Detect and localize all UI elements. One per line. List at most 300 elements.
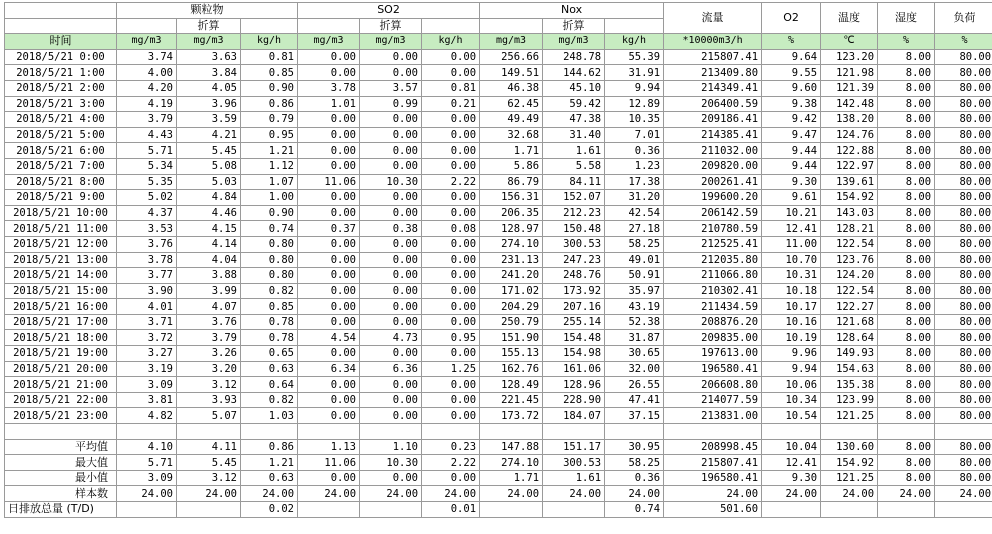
stats-label: 最小值: [5, 470, 117, 486]
stats-value: 274.10: [480, 455, 543, 471]
stats-value: 24.00: [422, 486, 480, 502]
value-cell: 1.61: [543, 143, 605, 159]
value-cell: 5.58: [543, 158, 605, 174]
stats-value: 3.09: [117, 470, 177, 486]
value-cell: 9.60: [762, 80, 821, 96]
value-cell: 128.96: [543, 377, 605, 393]
value-cell: 3.57: [360, 80, 422, 96]
value-cell: 9.47: [762, 127, 821, 143]
value-cell: 248.78: [543, 49, 605, 65]
time-cell: 2018/5/21 16:00: [5, 299, 117, 315]
value-cell: 4.19: [117, 96, 177, 112]
stats-value: 24.00: [117, 486, 177, 502]
value-cell: 5.45: [177, 143, 241, 159]
value-cell: 211066.80: [664, 268, 762, 284]
time-cell: 2018/5/21 9:00: [5, 190, 117, 206]
value-cell: 0.00: [422, 65, 480, 81]
value-cell: 0.00: [422, 299, 480, 315]
value-cell: 1.12: [241, 158, 298, 174]
value-cell: 221.45: [480, 392, 543, 408]
value-cell: 8.00: [878, 346, 935, 362]
table-row: [5, 205, 992, 221]
header-row-1: [5, 3, 992, 19]
value-cell: 0.95: [241, 127, 298, 143]
header-load: 负荷: [935, 3, 992, 34]
value-cell: 80.00: [935, 174, 992, 190]
value-cell: 50.91: [605, 268, 664, 284]
value-cell: 5.35: [117, 174, 177, 190]
value-cell: 7.01: [605, 127, 664, 143]
empty-cell: [177, 502, 241, 518]
value-cell: 0.00: [422, 143, 480, 159]
value-cell: 3.53: [117, 221, 177, 237]
value-cell: 196580.41: [664, 361, 762, 377]
value-cell: 214349.41: [664, 80, 762, 96]
blank-header-cell: [298, 18, 360, 34]
stats-label: 平均值: [5, 439, 117, 455]
value-cell: 80.00: [935, 65, 992, 81]
unit-cell: mg/m3: [298, 34, 360, 50]
value-cell: 80.00: [935, 392, 992, 408]
table-row: [5, 190, 992, 206]
value-cell: 4.14: [177, 236, 241, 252]
unit-cell: kg/h: [422, 34, 480, 50]
value-cell: 10.18: [762, 283, 821, 299]
value-cell: 300.53: [543, 236, 605, 252]
unit-cell: mg/m3: [360, 34, 422, 50]
value-cell: 0.00: [298, 190, 360, 206]
value-cell: 122.54: [821, 283, 878, 299]
value-cell: 5.86: [480, 158, 543, 174]
value-cell: 123.20: [821, 49, 878, 65]
stats-value: 1.61: [543, 470, 605, 486]
value-cell: 8.00: [878, 361, 935, 377]
value-cell: 4.20: [117, 80, 177, 96]
value-cell: 250.79: [480, 314, 543, 330]
group-nox: Nox: [480, 3, 664, 19]
value-cell: 0.00: [422, 408, 480, 424]
value-cell: 8.00: [878, 112, 935, 128]
time-cell: 2018/5/21 22:00: [5, 392, 117, 408]
stats-value: 80.00: [935, 455, 992, 471]
value-cell: 128.21: [821, 221, 878, 237]
value-cell: 5.71: [117, 143, 177, 159]
value-cell: 4.00: [117, 65, 177, 81]
value-cell: 211032.00: [664, 143, 762, 159]
value-cell: 154.48: [543, 330, 605, 346]
table-row: [5, 221, 992, 237]
value-cell: 0.00: [422, 268, 480, 284]
value-cell: 0.86: [241, 96, 298, 112]
value-cell: 208876.20: [664, 314, 762, 330]
blank-header-cell: [422, 18, 480, 34]
value-cell: 124.76: [821, 127, 878, 143]
value-cell: 31.87: [605, 330, 664, 346]
spacer-row: [5, 424, 992, 440]
value-cell: 256.66: [480, 49, 543, 65]
empty-cell: [821, 502, 878, 518]
stats-value: 196580.41: [664, 470, 762, 486]
value-cell: 128.64: [821, 330, 878, 346]
time-cell: 2018/5/21 8:00: [5, 174, 117, 190]
empty-cell: [762, 502, 821, 518]
value-cell: 8.00: [878, 96, 935, 112]
value-cell: 80.00: [935, 221, 992, 237]
value-cell: 0.00: [360, 252, 422, 268]
stats-value: 24.00: [664, 486, 762, 502]
empty-cell: [543, 424, 605, 440]
total-row: [5, 502, 992, 518]
value-cell: 197613.00: [664, 346, 762, 362]
value-cell: 122.27: [821, 299, 878, 315]
value-cell: 0.37: [298, 221, 360, 237]
value-cell: 10.30: [360, 174, 422, 190]
table-row: [5, 80, 992, 96]
unit-cell: %: [762, 34, 821, 50]
value-cell: 55.39: [605, 49, 664, 65]
value-cell: 210780.59: [664, 221, 762, 237]
value-cell: 0.00: [422, 314, 480, 330]
blank-header-cell: [605, 18, 664, 34]
value-cell: 3.59: [177, 112, 241, 128]
value-cell: 3.77: [117, 268, 177, 284]
value-cell: 9.55: [762, 65, 821, 81]
table-row: [5, 49, 992, 65]
empty-cell: [117, 424, 177, 440]
stats-value: 0.36: [605, 470, 664, 486]
value-cell: 206142.59: [664, 205, 762, 221]
value-cell: 5.34: [117, 158, 177, 174]
blank-header-cell: [5, 18, 117, 34]
value-cell: 0.00: [298, 408, 360, 424]
value-cell: 143.03: [821, 205, 878, 221]
value-cell: 0.99: [360, 96, 422, 112]
value-cell: 9.44: [762, 143, 821, 159]
value-cell: 150.48: [543, 221, 605, 237]
stats-label: 样本数: [5, 486, 117, 502]
value-cell: 0.81: [241, 49, 298, 65]
value-cell: 3.88: [177, 268, 241, 284]
value-cell: 5.08: [177, 158, 241, 174]
group-so2: SO2: [298, 3, 480, 19]
value-cell: 0.00: [298, 252, 360, 268]
value-cell: 8.00: [878, 252, 935, 268]
value-cell: 199600.20: [664, 190, 762, 206]
stats-value: 24.00: [298, 486, 360, 502]
value-cell: 3.12: [177, 377, 241, 393]
value-cell: 4.46: [177, 205, 241, 221]
empty-cell: [480, 502, 543, 518]
value-cell: 80.00: [935, 205, 992, 221]
value-cell: 37.15: [605, 408, 664, 424]
value-cell: 3.19: [117, 361, 177, 377]
value-cell: 9.61: [762, 190, 821, 206]
empty-cell: [878, 502, 935, 518]
value-cell: 206.35: [480, 205, 543, 221]
value-cell: 0.00: [360, 283, 422, 299]
value-cell: 12.89: [605, 96, 664, 112]
value-cell: 8.00: [878, 299, 935, 315]
stats-value: 8.00: [878, 455, 935, 471]
value-cell: 0.00: [298, 299, 360, 315]
value-cell: 0.65: [241, 346, 298, 362]
value-cell: 124.20: [821, 268, 878, 284]
value-cell: 0.00: [298, 392, 360, 408]
table-row: [5, 143, 992, 159]
value-cell: 4.21: [177, 127, 241, 143]
value-cell: 62.45: [480, 96, 543, 112]
value-cell: 42.54: [605, 205, 664, 221]
value-cell: 10.35: [605, 112, 664, 128]
value-cell: 0.38: [360, 221, 422, 237]
value-cell: 80.00: [935, 112, 992, 128]
value-cell: 8.00: [878, 49, 935, 65]
nox-converted-header: 折算: [543, 18, 605, 34]
value-cell: 3.81: [117, 392, 177, 408]
empty-cell: [298, 502, 360, 518]
value-cell: 35.97: [605, 283, 664, 299]
value-cell: 80.00: [935, 158, 992, 174]
value-cell: 0.90: [241, 80, 298, 96]
value-cell: 10.17: [762, 299, 821, 315]
value-cell: 0.80: [241, 236, 298, 252]
value-cell: 121.68: [821, 314, 878, 330]
value-cell: 3.26: [177, 346, 241, 362]
value-cell: 49.01: [605, 252, 664, 268]
stats-value: 151.17: [543, 439, 605, 455]
value-cell: 152.07: [543, 190, 605, 206]
time-cell: 2018/5/21 14:00: [5, 268, 117, 284]
value-cell: 3.74: [117, 49, 177, 65]
header-o2: O2: [762, 3, 821, 34]
value-cell: 8.00: [878, 143, 935, 159]
value-cell: 210302.41: [664, 283, 762, 299]
value-cell: 184.07: [543, 408, 605, 424]
stats-value: 1.71: [480, 470, 543, 486]
value-cell: 4.15: [177, 221, 241, 237]
total-value: 501.60: [664, 502, 762, 518]
value-cell: 0.00: [298, 346, 360, 362]
value-cell: 0.95: [422, 330, 480, 346]
value-cell: 3.79: [117, 112, 177, 128]
value-cell: 231.13: [480, 252, 543, 268]
empty-cell: [664, 424, 762, 440]
value-cell: 3.90: [117, 283, 177, 299]
value-cell: 0.00: [422, 283, 480, 299]
value-cell: 128.49: [480, 377, 543, 393]
table-row: [5, 252, 992, 268]
value-cell: 2.22: [422, 174, 480, 190]
value-cell: 0.81: [422, 80, 480, 96]
value-cell: 213409.80: [664, 65, 762, 81]
table-row: [5, 299, 992, 315]
value-cell: 8.00: [878, 236, 935, 252]
stats-row: [5, 486, 992, 502]
value-cell: 206400.59: [664, 96, 762, 112]
empty-cell: [422, 424, 480, 440]
value-cell: 0.00: [360, 268, 422, 284]
value-cell: 149.51: [480, 65, 543, 81]
unit-cell: kg/h: [605, 34, 664, 50]
value-cell: 10.16: [762, 314, 821, 330]
value-cell: 0.00: [422, 346, 480, 362]
stats-value: 24.00: [605, 486, 664, 502]
value-cell: 0.00: [360, 190, 422, 206]
value-cell: 0.80: [241, 268, 298, 284]
value-cell: 6.34: [298, 361, 360, 377]
value-cell: 200261.41: [664, 174, 762, 190]
stats-value: 208998.45: [664, 439, 762, 455]
table-row: [5, 174, 992, 190]
value-cell: 248.76: [543, 268, 605, 284]
empty-cell: [177, 424, 241, 440]
value-cell: 1.00: [241, 190, 298, 206]
stats-value: 24.00: [762, 486, 821, 502]
value-cell: 0.00: [422, 190, 480, 206]
value-cell: 3.79: [177, 330, 241, 346]
stats-value: 0.63: [241, 470, 298, 486]
header-humidity: 湿度: [878, 3, 935, 34]
value-cell: 156.31: [480, 190, 543, 206]
group-particulate: 颗粒物: [117, 3, 298, 19]
value-cell: 139.61: [821, 174, 878, 190]
unit-cell: ℃: [821, 34, 878, 50]
stats-value: 147.88: [480, 439, 543, 455]
value-cell: 122.97: [821, 158, 878, 174]
value-cell: 123.99: [821, 392, 878, 408]
time-cell: 2018/5/21 20:00: [5, 361, 117, 377]
stats-value: 0.00: [422, 470, 480, 486]
value-cell: 0.00: [298, 112, 360, 128]
value-cell: 211434.59: [664, 299, 762, 315]
value-cell: 59.42: [543, 96, 605, 112]
value-cell: 0.00: [360, 127, 422, 143]
empty-cell: [935, 424, 992, 440]
stats-value: 0.00: [360, 470, 422, 486]
value-cell: 0.00: [360, 392, 422, 408]
value-cell: 0.00: [422, 392, 480, 408]
value-cell: 58.25: [605, 236, 664, 252]
value-cell: 209186.41: [664, 112, 762, 128]
value-cell: 171.02: [480, 283, 543, 299]
value-cell: 12.41: [762, 221, 821, 237]
value-cell: 173.92: [543, 283, 605, 299]
empty-cell: [360, 424, 422, 440]
value-cell: 3.76: [177, 314, 241, 330]
value-cell: 4.07: [177, 299, 241, 315]
value-cell: 0.00: [360, 205, 422, 221]
stats-row: [5, 439, 992, 455]
stats-value: 121.25: [821, 470, 878, 486]
value-cell: 10.19: [762, 330, 821, 346]
stats-value: 4.10: [117, 439, 177, 455]
value-cell: 11.00: [762, 236, 821, 252]
stats-value: 3.12: [177, 470, 241, 486]
time-cell: 2018/5/21 4:00: [5, 112, 117, 128]
emissions-table: [4, 2, 992, 518]
time-cell: 2018/5/21 7:00: [5, 158, 117, 174]
value-cell: 0.00: [298, 127, 360, 143]
value-cell: 9.96: [762, 346, 821, 362]
stats-value: 24.00: [480, 486, 543, 502]
value-cell: 3.99: [177, 283, 241, 299]
stats-value: 8.00: [878, 470, 935, 486]
value-cell: 0.00: [298, 158, 360, 174]
total-value: 0.01: [422, 502, 480, 518]
value-cell: 3.20: [177, 361, 241, 377]
value-cell: 1.25: [422, 361, 480, 377]
stats-value: 24.00: [878, 486, 935, 502]
stats-row: [5, 470, 992, 486]
value-cell: 215807.41: [664, 49, 762, 65]
value-cell: 212035.80: [664, 252, 762, 268]
value-cell: 255.14: [543, 314, 605, 330]
value-cell: 80.00: [935, 190, 992, 206]
table-row: [5, 283, 992, 299]
value-cell: 3.93: [177, 392, 241, 408]
stats-value: 58.25: [605, 455, 664, 471]
value-cell: 3.84: [177, 65, 241, 81]
time-header: 时间: [5, 34, 117, 50]
value-cell: 0.00: [298, 283, 360, 299]
value-cell: 30.65: [605, 346, 664, 362]
stats-value: 2.22: [422, 455, 480, 471]
value-cell: 80.00: [935, 143, 992, 159]
value-cell: 209820.00: [664, 158, 762, 174]
stats-value: 24.00: [360, 486, 422, 502]
value-cell: 8.00: [878, 174, 935, 190]
stats-value: 9.30: [762, 470, 821, 486]
value-cell: 80.00: [935, 283, 992, 299]
time-cell: 2018/5/21 13:00: [5, 252, 117, 268]
time-cell: 2018/5/21 18:00: [5, 330, 117, 346]
stats-row: [5, 455, 992, 471]
value-cell: 9.42: [762, 112, 821, 128]
value-cell: 80.00: [935, 408, 992, 424]
time-cell: 2018/5/21 0:00: [5, 49, 117, 65]
empty-cell: [878, 424, 935, 440]
value-cell: 154.92: [821, 190, 878, 206]
empty-cell: [821, 424, 878, 440]
value-cell: 1.07: [241, 174, 298, 190]
value-cell: 32.68: [480, 127, 543, 143]
value-cell: 80.00: [935, 377, 992, 393]
value-cell: 0.00: [422, 377, 480, 393]
value-cell: 206608.80: [664, 377, 762, 393]
value-cell: 0.78: [241, 330, 298, 346]
value-cell: 123.76: [821, 252, 878, 268]
value-cell: 0.00: [360, 236, 422, 252]
stats-value: 215807.41: [664, 455, 762, 471]
value-cell: 1.71: [480, 143, 543, 159]
value-cell: 8.00: [878, 392, 935, 408]
stats-value: 24.00: [935, 486, 992, 502]
empty-cell: [117, 502, 177, 518]
value-cell: 0.79: [241, 112, 298, 128]
unit-cell: mg/m3: [543, 34, 605, 50]
value-cell: 0.85: [241, 65, 298, 81]
value-cell: 47.38: [543, 112, 605, 128]
value-cell: 0.00: [360, 65, 422, 81]
value-cell: 3.78: [117, 252, 177, 268]
table-row: [5, 96, 992, 112]
value-cell: 0.00: [298, 236, 360, 252]
value-cell: 212.23: [543, 205, 605, 221]
table-row: [5, 346, 992, 362]
value-cell: 154.98: [543, 346, 605, 362]
table-row: [5, 377, 992, 393]
time-cell: 2018/5/21 5:00: [5, 127, 117, 143]
